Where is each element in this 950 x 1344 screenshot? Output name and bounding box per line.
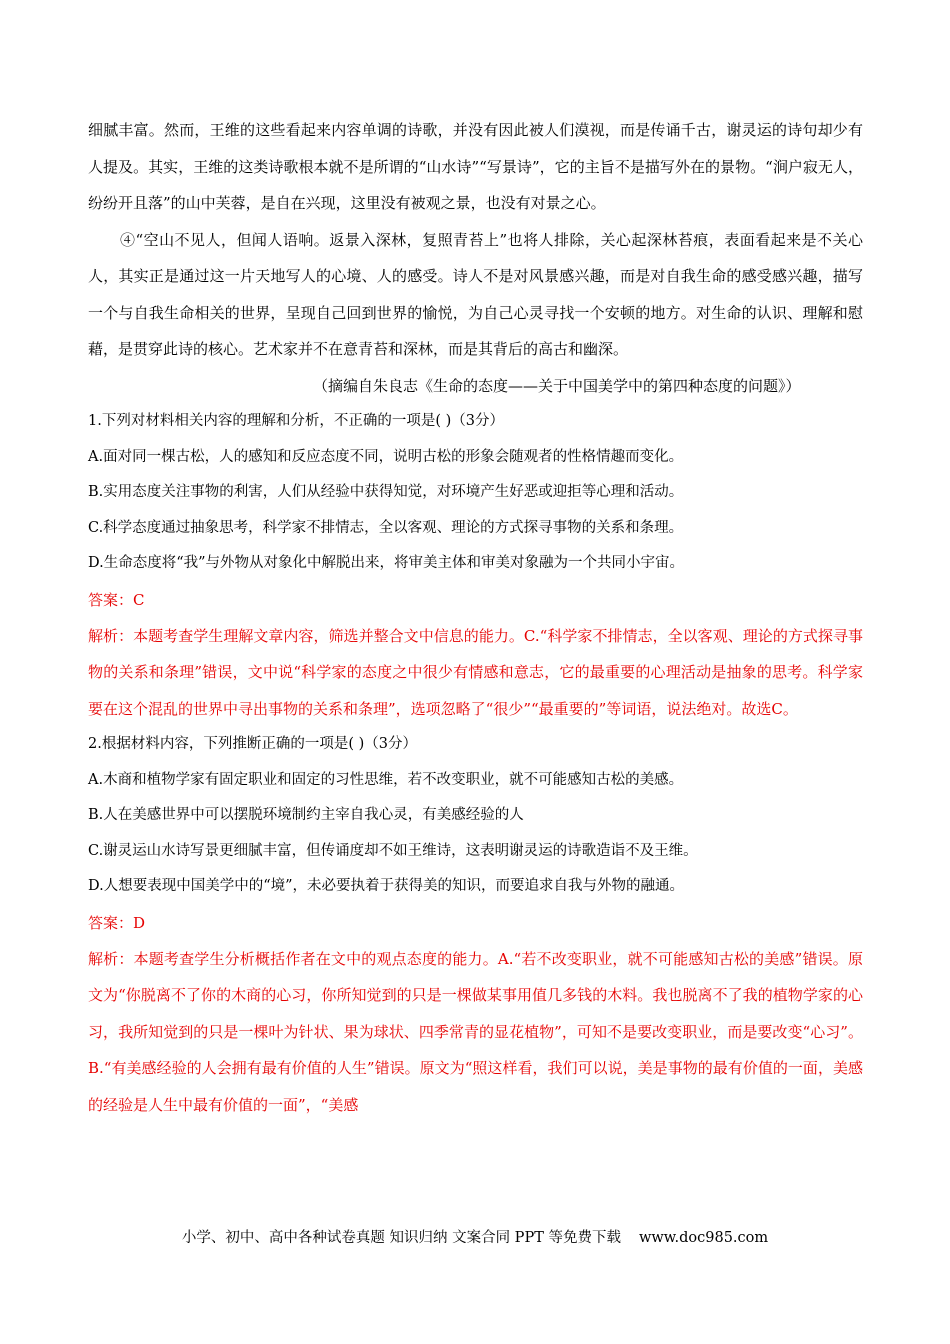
question-2-option-a: A.木商和植物学家有固定职业和固定的习性思维，若不改变职业，就不可能感知古松的美感。 (88, 771, 684, 788)
question-2-option-c: C.谢灵运山水诗写景更细腻丰富，但传诵度却不如王维诗，这表明谢灵运的诗歌造诣不及王维。 (88, 842, 698, 859)
question-2 (88, 727, 863, 1123)
question-2-answer: 答案：D (88, 913, 146, 932)
question-1-option-d: D.生命态度将“我”与外物从对象化中解脱出来，将审美主体和审美对象融为一个共同小宇宙。 (88, 555, 685, 571)
question-2-option-b: B.人在美感世界中可以摆脱环境制约主宰自我心灵，有美感经验的人 (88, 807, 524, 823)
document-page (88, 112, 863, 1123)
passage-source: （摘编自朱良志《生命的态度——关于中国美学中的第四种态度的问题》） (313, 376, 801, 395)
passage-paragraph-3: 细腻丰富。然而，王维的这些看起来内容单调的诗歌，并没有因此被人们漠视，而是传诵千古，谢灵运的诗句却少有人提及。其实，王维的这类诗歌根本就不是所谓的“山水诗”“写景诗”，它的主旨不是描写外在的景物。“涧户寂无人，纷纷开且落”的山中芙蓉，是自在兴现，这里没有被观之景，也没有对景之心。 (88, 121, 863, 212)
question-2-stem: 2.根据材料内容，下列推断正确的一项是( )（3分） (88, 736, 417, 752)
question-1 (88, 404, 863, 727)
question-1-option-c: C.科学态度通过抽象思考，科学家不排情志，全以客观、理论的方式探寻事物的关系和条理。 (88, 519, 684, 536)
question-1-answer: 答案：C (88, 590, 145, 609)
page-footer (0, 1226, 950, 1250)
question-2-option-d: D.人想要表现中国美学中的“境”，未必要执着于获得美的知识，而要追求自我与外物的融通。 (88, 878, 685, 894)
footer-url-link[interactable]: www.doc985.com (638, 1230, 769, 1246)
passage-paragraph-4: ④“空山不见人，但闻人语响。返景入深林，复照青苔上”也将人排除，关心起深林苔痕，表面看起来是不关心人，其实正是通过这一片天地写人的心境、人的感受。诗人不是对风景感兴趣，而是对自我生命的感受感兴趣，描写一个与自我生命相关的世界，呈现自己回到世界的愉悦，为自己心灵寻找一个安顿的地方。对生命的认识、理解和慰藉，是贯穿此诗的核心。艺术家并不在意青苔和深林，而是其背后的高古和幽深。 (88, 230, 863, 358)
question-1-analysis: 解析：本题考查学生理解文章内容，筛选并整合文中信息的能力。C.“科学家不排情志，全以客观、理论的方式探寻事物的关系和条理”错误，文中说“科学家的态度之中很少有情感和意志，它的最重要的心理活动是抽象的思考。科学家要在这个混乱的世界中寻出事物的关系和条理”，选项忽略了“很少”“最重要的”等词语，说法绝对。故选C。 (88, 626, 863, 718)
question-1-option-a: A.面对同一棵古松，人的感知和反应态度不同，说明古松的形象会随观者的性格情趣而变化。 (88, 448, 684, 465)
question-2-analysis: 解析：本题考查学生分析概括作者在文中的观点态度的能力。A.“若不改变职业，就不可能感知古松的美感”错误。原文为“你脱离不了你的木商的心习，你所知觉到的只是一棵做某事用值几多钱的木料。我也脱离不了我的植物学家的心习，我所知觉到的只是一棵叶为针状、果为球状、四季常青的显花植物”，可知不是要改变职业，而是要改变“心习”。B.“有美感经验的人会拥有最有价值的人生”错误。原文为“照这样看，我们可以说，美是事物的最有价值的一面，美感的经验是人生中最有价值的一面”，“美感 (88, 949, 863, 1114)
footer-text: 小学、初中、高中各种试卷真题 知识归纳 文案合同 PPT 等免费下载 (181, 1230, 621, 1246)
question-1-stem: 1.下列对材料相关内容的理解和分析，不正确的一项是( )（3分） (88, 413, 504, 429)
question-1-option-b: B.实用态度关注事物的利害，人们从经验中获得知觉，对环境产生好恶或迎拒等心理和活动。 (88, 484, 684, 500)
